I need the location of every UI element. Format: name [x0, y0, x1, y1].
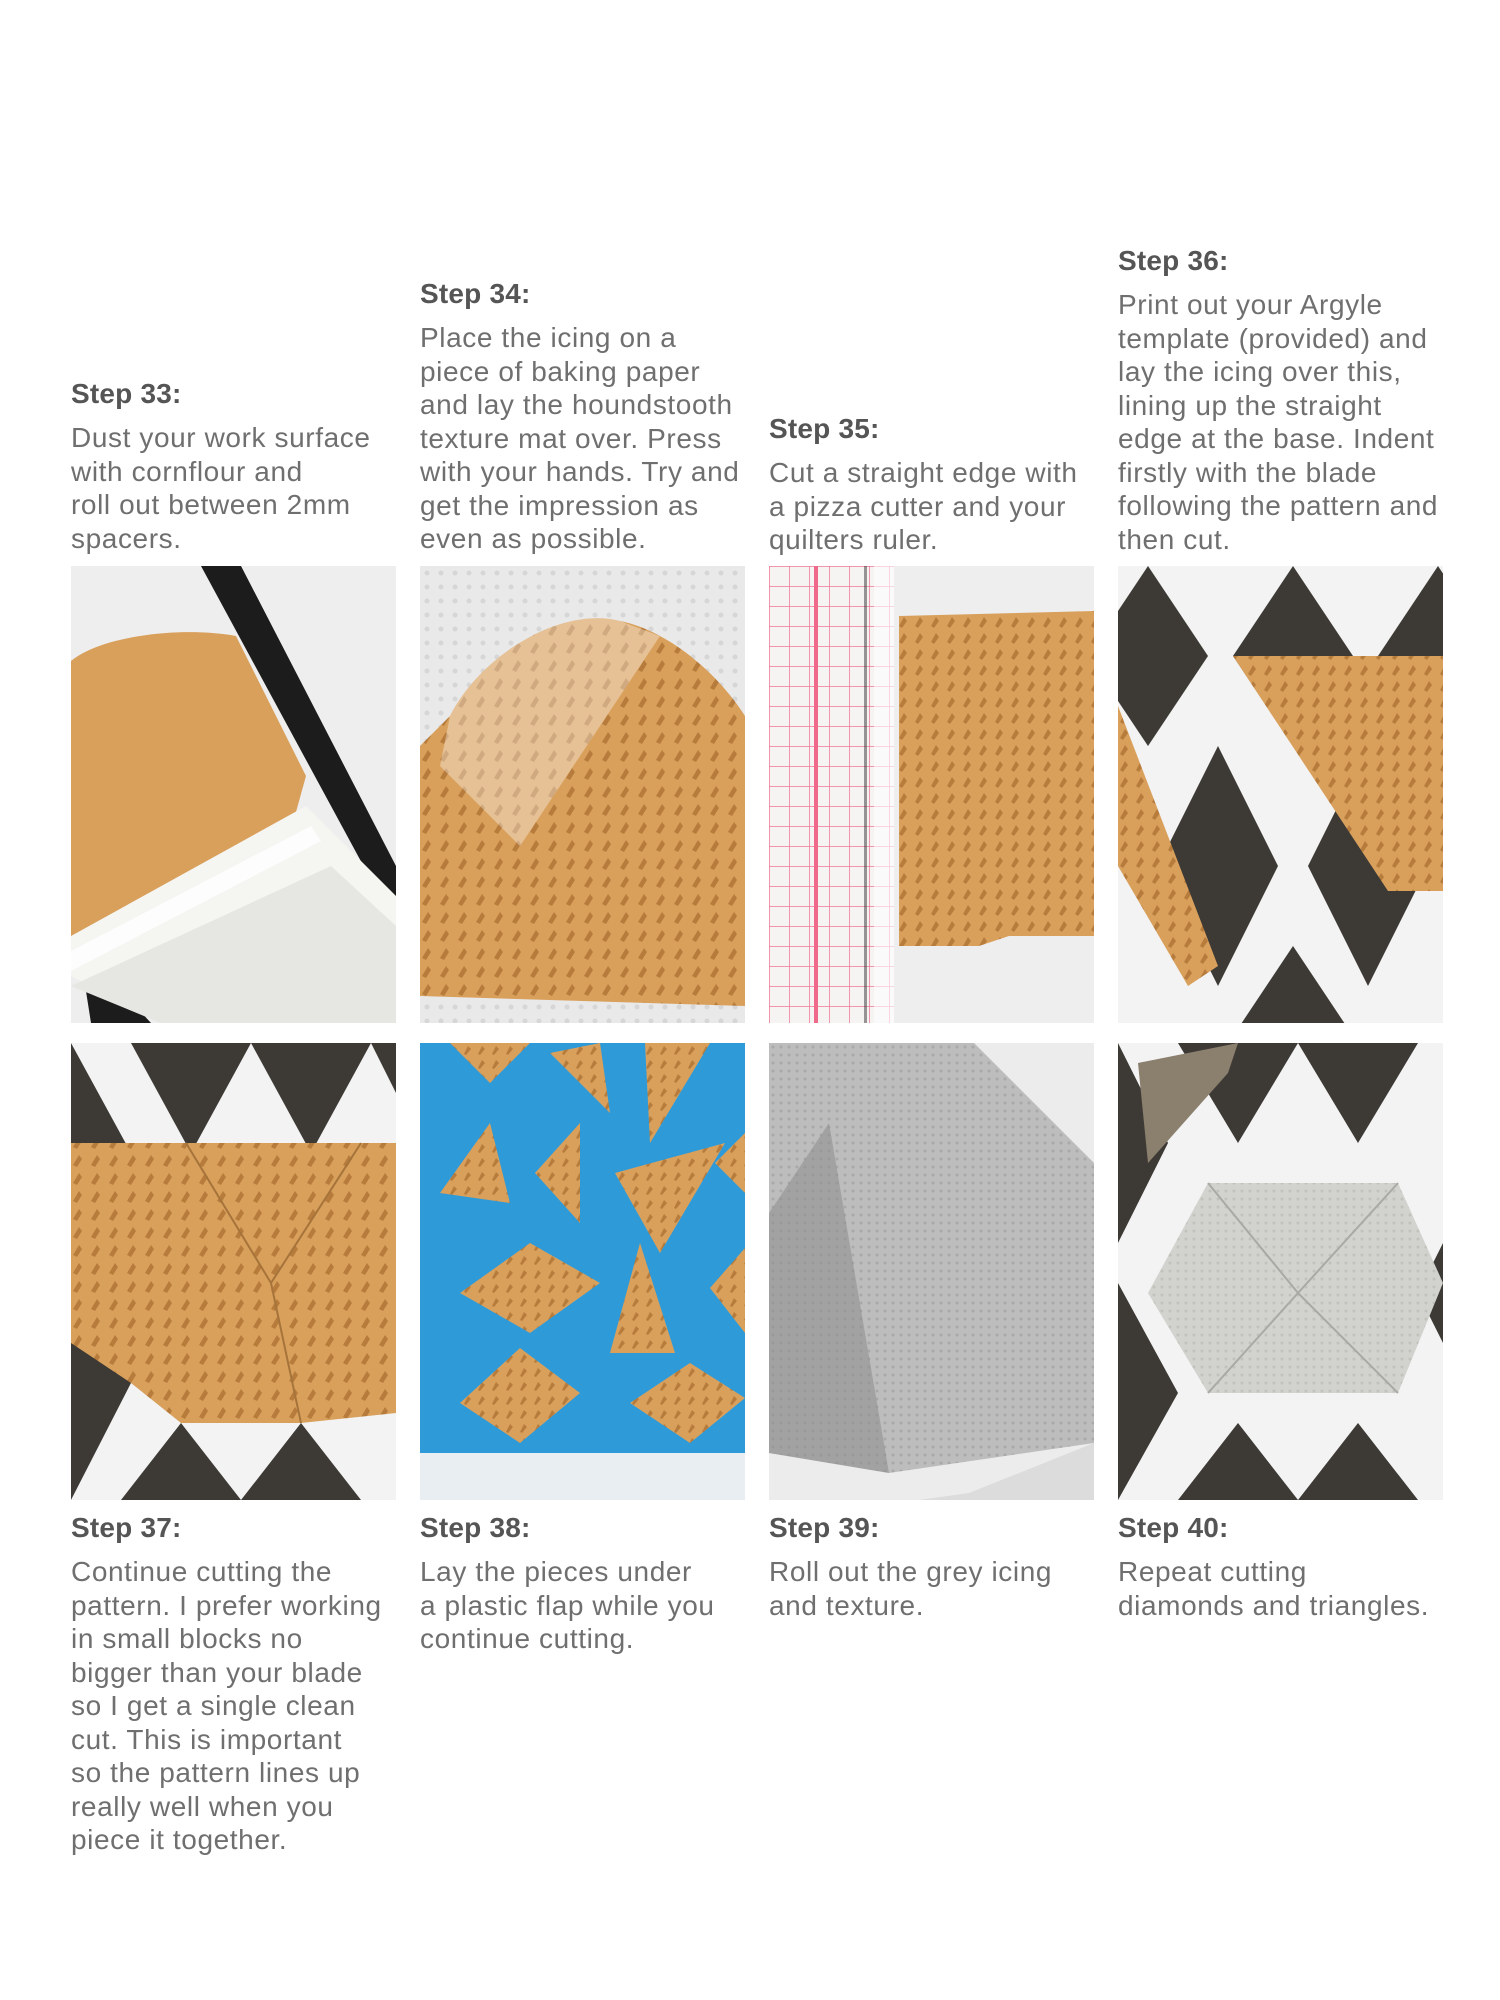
grey-icing-illustration — [769, 1043, 1094, 1500]
step-38-line-1: Lay the pieces under — [420, 1556, 692, 1587]
step-36-line-8: then cut. — [1118, 523, 1231, 555]
step-35-text — [769, 412, 1099, 557]
step-33-text — [71, 377, 401, 555]
step-36-line-2: template (provided) and — [1118, 322, 1428, 354]
step-39-text — [769, 1511, 1099, 1622]
step-35-line-3: quilters ruler. — [769, 524, 939, 555]
step-35-title: Step 35: — [769, 413, 880, 444]
step-34-line-1: Place the icing on a — [420, 322, 677, 353]
step-39-line-2: and texture. — [769, 1589, 925, 1621]
step-40-body — [1118, 1555, 1448, 1622]
step-33-line-3: roll out between 2mm — [71, 489, 351, 520]
step-40-line-2: diamonds and triangles. — [1118, 1589, 1430, 1621]
step-36-line-1: Print out your Argyle — [1118, 289, 1383, 320]
step-38-line-3: continue cutting. — [420, 1623, 635, 1654]
step-34-photo — [420, 566, 745, 1023]
argyle-template-illustration — [1118, 566, 1443, 1023]
step-40-title: Step 40: — [1118, 1512, 1229, 1543]
step-33-body — [71, 421, 401, 555]
step-34-line-5: with your hands. Try and — [420, 456, 740, 487]
step-38-line-2: a plastic flap while you — [420, 1589, 715, 1621]
step-36-title: Step 36: — [1118, 245, 1229, 276]
step-33-photo — [71, 566, 396, 1023]
step-37-line-2: pattern. I prefer working — [71, 1589, 382, 1621]
step-37-line-7: so the pattern lines up — [71, 1757, 361, 1788]
step-39-body — [769, 1555, 1099, 1622]
step-37-title: Step 37: — [71, 1512, 182, 1543]
step-38-text — [420, 1511, 750, 1656]
step-36-line-4: lining up the straight — [1118, 389, 1382, 421]
step-37-line-9: piece it together. — [71, 1824, 288, 1855]
step-36-body — [1118, 288, 1448, 556]
grey-argyle-illustration — [1118, 1043, 1443, 1500]
step-34-line-7: even as possible. — [420, 523, 647, 554]
step-35-line-1: Cut a straight edge with — [769, 457, 1078, 488]
step-34-line-4: texture mat over. Press — [420, 422, 722, 454]
step-33-line-4: spacers. — [71, 522, 182, 554]
argyle-cutting-illustration — [71, 1043, 396, 1500]
step-39-title: Step 39: — [769, 1512, 880, 1543]
step-36-line-7: following the pattern and — [1118, 490, 1439, 521]
step-34-text — [420, 277, 750, 556]
step-37-body — [71, 1555, 401, 1857]
step-34-line-3: and lay the houndstooth — [420, 389, 733, 420]
step-37-text — [71, 1511, 401, 1857]
cut-pieces-illustration — [420, 1043, 745, 1500]
step-34-body — [420, 321, 750, 556]
step-36-photo — [1118, 566, 1443, 1023]
step-40-photo — [1118, 1043, 1443, 1500]
step-36-line-5: edge at the base. Indent — [1118, 423, 1435, 454]
step-34-line-2: piece of baking paper — [420, 355, 701, 387]
step-40-text — [1118, 1511, 1448, 1622]
step-34-title: Step 34: — [420, 278, 531, 309]
step-37-line-8: really well when you — [71, 1790, 334, 1822]
step-38-photo — [420, 1043, 745, 1500]
step-36-line-6: firstly with the blade — [1118, 456, 1378, 488]
step-35-body — [769, 456, 1099, 557]
step-37-line-3: in small blocks no — [71, 1623, 303, 1654]
step-38-title: Step 38: — [420, 1512, 531, 1543]
step-33-line-2: with cornflour and — [71, 455, 303, 487]
houndstooth-mat-illustration — [420, 566, 745, 1023]
step-37-photo — [71, 1043, 396, 1500]
step-38-body — [420, 1555, 750, 1656]
rolling-pin-icing-illustration — [71, 566, 396, 1023]
step-37-line-4: bigger than your blade — [71, 1656, 363, 1688]
step-37-line-6: cut. This is important — [71, 1723, 342, 1755]
step-39-photo — [769, 1043, 1094, 1500]
step-37-line-1: Continue cutting the — [71, 1556, 333, 1587]
step-37-line-5: so I get a single clean — [71, 1690, 356, 1721]
step-39-line-1: Roll out the grey icing — [769, 1556, 1053, 1587]
step-35-photo — [769, 566, 1094, 1023]
step-36-text — [1118, 244, 1448, 556]
quilters-ruler-illustration — [769, 566, 1094, 1023]
step-34-line-6: get the impression as — [420, 489, 699, 521]
step-40-line-1: Repeat cutting — [1118, 1556, 1307, 1587]
step-33-title: Step 33: — [71, 378, 182, 409]
step-36-line-3: lay the icing over this, — [1118, 356, 1402, 387]
step-35-line-2: a pizza cutter and your — [769, 490, 1067, 522]
step-33-line-1: Dust your work surface — [71, 422, 371, 453]
